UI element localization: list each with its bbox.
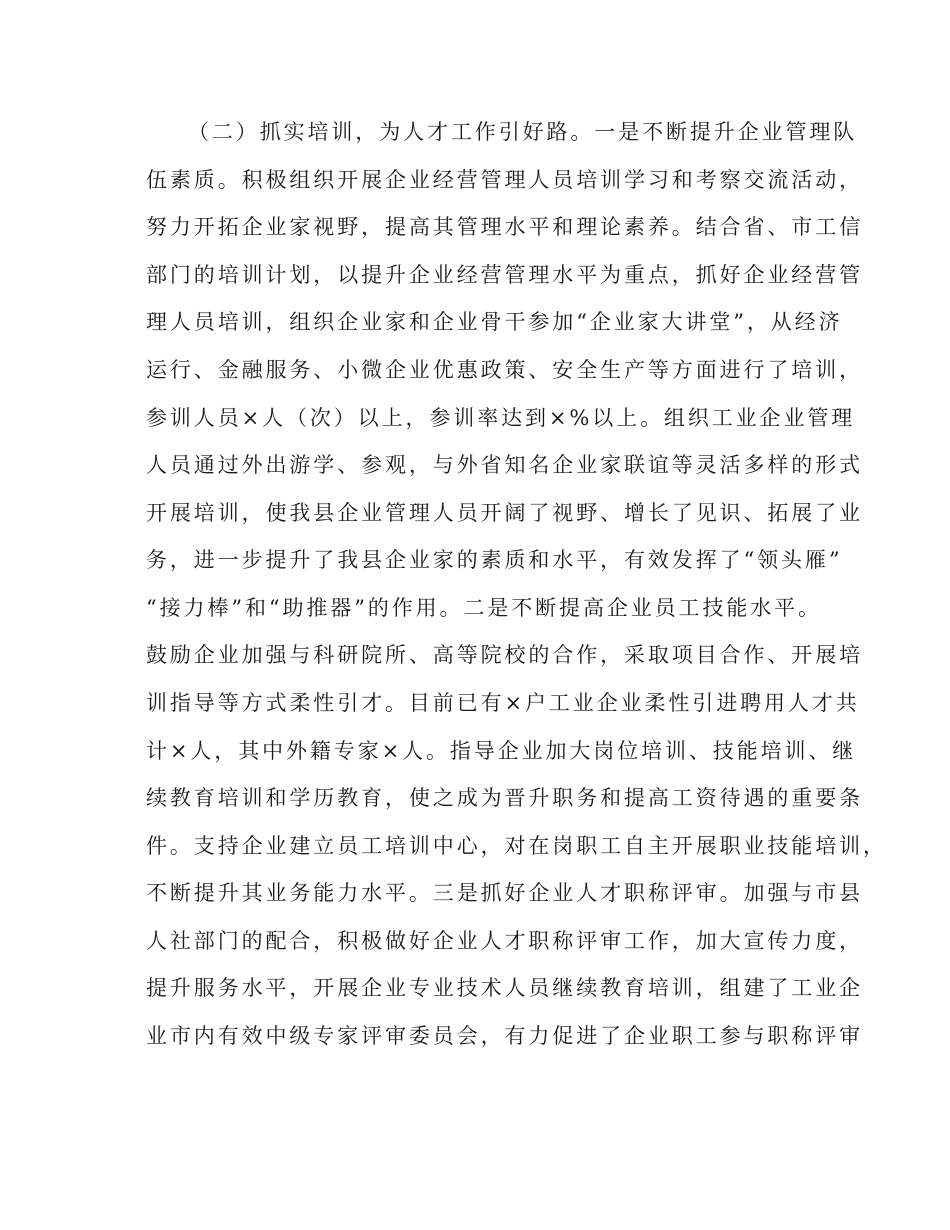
text-line: 伍素质。积极组织开展企业经营管理人员培训学习和考察交流活动， <box>146 168 863 192</box>
text-line: 训指导等方式柔性引才。目前已有×户工业企业柔性引进聘用人才共 <box>146 691 860 715</box>
text-line: 开展培训，使我县企业管理人员开阔了视野、增长了见识、拓展了业 <box>146 501 863 525</box>
text-line: 人社部门的配合，积极做好企业人才职称评审工作，加大宣传力度， <box>146 929 863 953</box>
text-line: 续教育培训和学历教育，使之成为晋升职务和提高工资待遇的重要条 <box>146 786 863 810</box>
text-line: 部门的培训计划，以提升企业经营管理水平为重点，抓好企业经营管 <box>146 263 863 287</box>
text-line: 努力开拓企业家视野，提高其管理水平和理论素养。结合省、市工信 <box>146 215 863 239</box>
text-line: 不断提升其业务能力水平。三是抓好企业人才职称评审。加强与市县 <box>146 881 863 905</box>
text-line: 提升服务水平，开展企业专业技术人员继续教育培训，组建了工业企 <box>146 976 863 1000</box>
text-line: 件。支持企业建立员工培训中心，对在岗职工自主开展职业技能培训， <box>146 834 887 858</box>
text-line: 计×人，其中外籍专家×人。指导企业加大岗位培训、技能培训、继 <box>146 739 857 763</box>
text-line: 业市内有效中级专家评审委员会，有力促进了企业职工参与职称评审 <box>146 1024 863 1048</box>
text-line: 参训人员×人（次）以上，参训率达到×%以上。组织工业企业管理 <box>146 406 856 430</box>
text-line: 务，进一步提升了我县企业家的素质和水平，有效发挥了“领头雁” <box>146 548 843 572</box>
text-line: 鼓励企业加强与科研院所、高等院校的合作，采取项目合作、开展培 <box>146 643 863 667</box>
text-line: （二）抓实培训，为人才工作引好路。一是不断提升企业管理队 <box>188 120 858 144</box>
text-line: 理人员培训，组织企业家和企业骨干参加“企业家大讲堂”，从经济 <box>146 310 843 334</box>
text-line: 运行、金融服务、小微企业优惠政策、安全生产等方面进行了培训， <box>146 358 863 382</box>
text-line: “接力棒”和“助推器”的作用。二是不断提高企业员工技能水平。 <box>146 596 822 620</box>
text-line: 人员通过外出游学、参观，与外省知名企业家联谊等灵活多样的形式 <box>146 453 863 477</box>
